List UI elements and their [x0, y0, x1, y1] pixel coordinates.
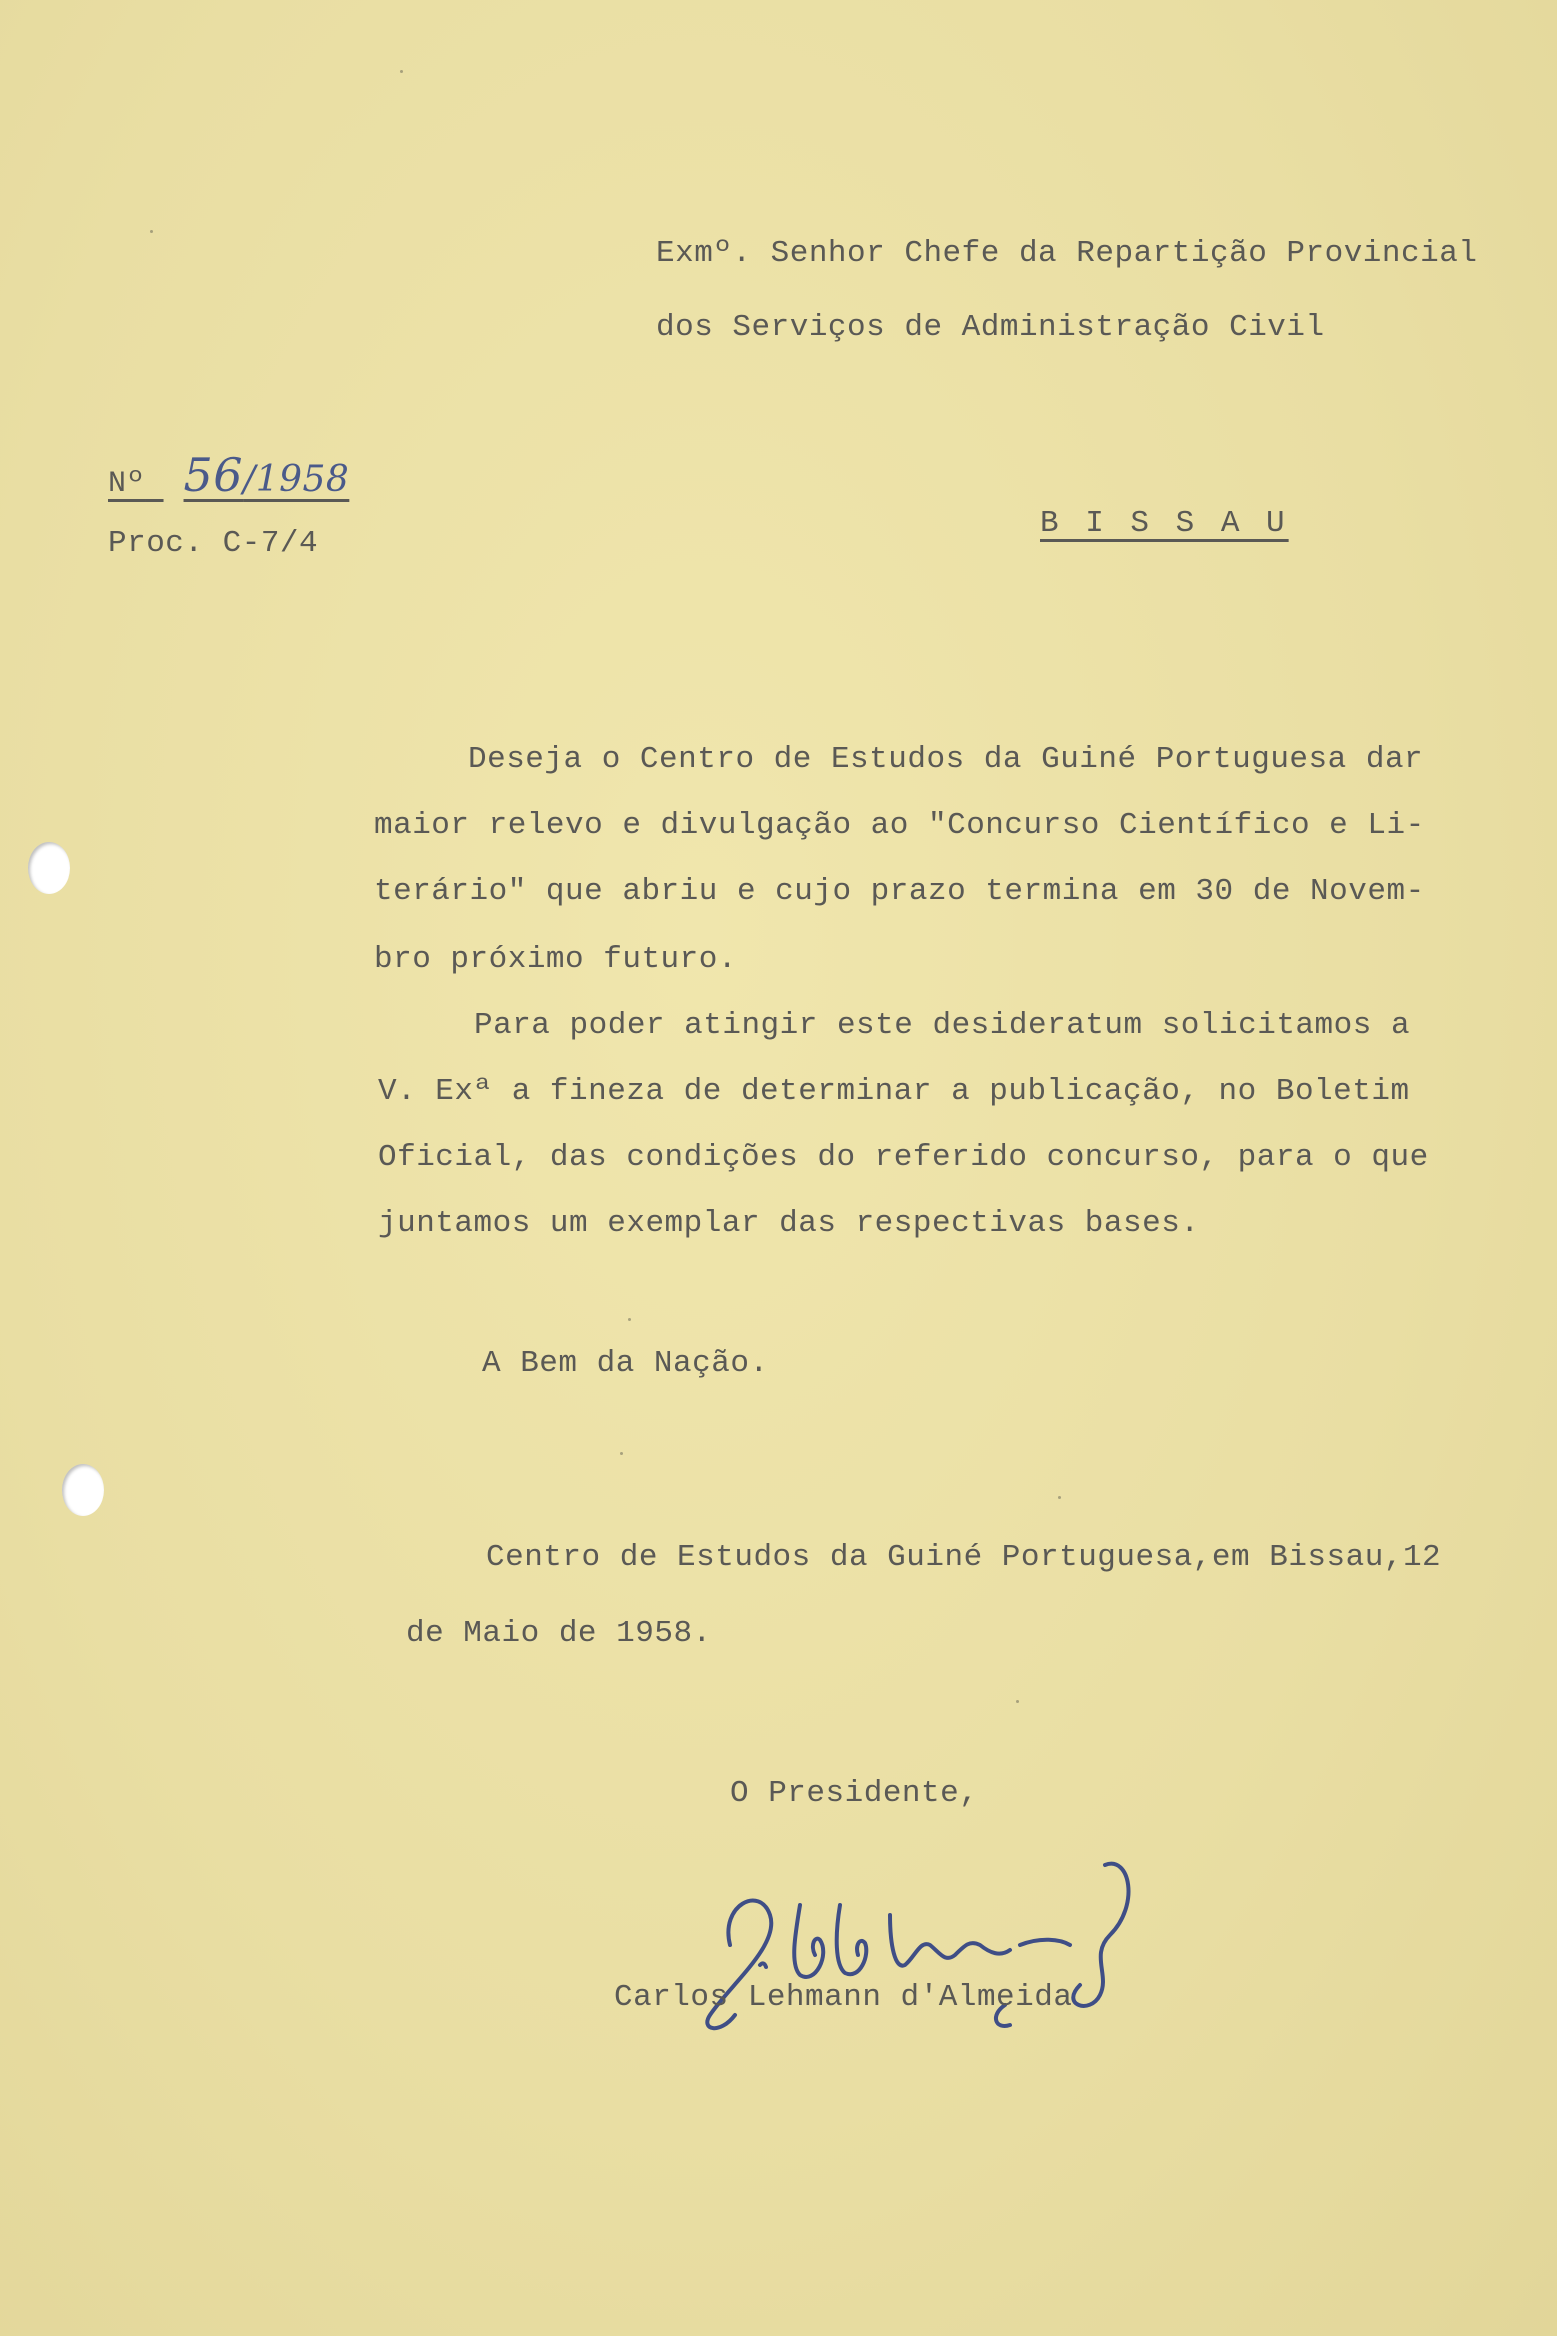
addressee-line-2: dos Serviços de Administração Civil: [656, 310, 1325, 345]
punch-hole-bottom: [62, 1464, 104, 1516]
body-p2-line-1: Para poder atingir este desideratum solicitamos a: [474, 1008, 1411, 1043]
paper-speck: [628, 1318, 631, 1321]
body-p1-line-4: bro próximo futuro.: [374, 942, 737, 977]
body-p1-line-2: maior relevo e divulgação ao "Concurso Científico e Li-: [374, 808, 1425, 843]
punch-hole-top: [28, 842, 70, 894]
paper-speck: [400, 70, 403, 73]
handwritten-number: 56: [183, 448, 244, 502]
number-prefix: Nº: [108, 467, 146, 501]
paper-speck: [150, 230, 153, 233]
signatory-name: Carlos Lehmann d'Almeida: [614, 1980, 1073, 2015]
body-p1-line-1: Deseja o Centro de Estudos da Guiné Portuguesa dar: [468, 742, 1424, 777]
handwritten-signature: [690, 1845, 1150, 2045]
body-p2-line-3: Oficial, das condições do referido concurso, para o que: [378, 1140, 1429, 1175]
paper-speck: [620, 1452, 623, 1455]
salutation: A Bem da Nação.: [482, 1346, 769, 1381]
body-p2-line-2: V. Exª a fineza de determinar a publicação, no Boletim: [378, 1074, 1410, 1109]
handwritten-year: /1958: [243, 459, 350, 500]
body-p2-line-4: juntamos um exemplar das respectivas bases.: [378, 1206, 1200, 1241]
place-date-line-1: Centro de Estudos da Guiné Portuguesa,em Bissau,12: [486, 1540, 1442, 1575]
addressee-line-1: Exmº. Senhor Chefe da Repartição Provincial: [656, 236, 1478, 271]
reference-number: [108, 448, 349, 502]
paper-speck: [1016, 1700, 1019, 1703]
signatory-role: O Presidente,: [730, 1776, 979, 1811]
addressee-city: B I S S A U: [1040, 506, 1289, 541]
paper-speck: [1058, 1496, 1061, 1499]
place-date-line-2: de Maio de 1958.: [406, 1616, 712, 1651]
process-reference: Proc. C-7/4: [108, 526, 319, 561]
body-p1-line-3: terário" que abriu e cujo prazo termina em 30 de Novem-: [374, 874, 1425, 909]
